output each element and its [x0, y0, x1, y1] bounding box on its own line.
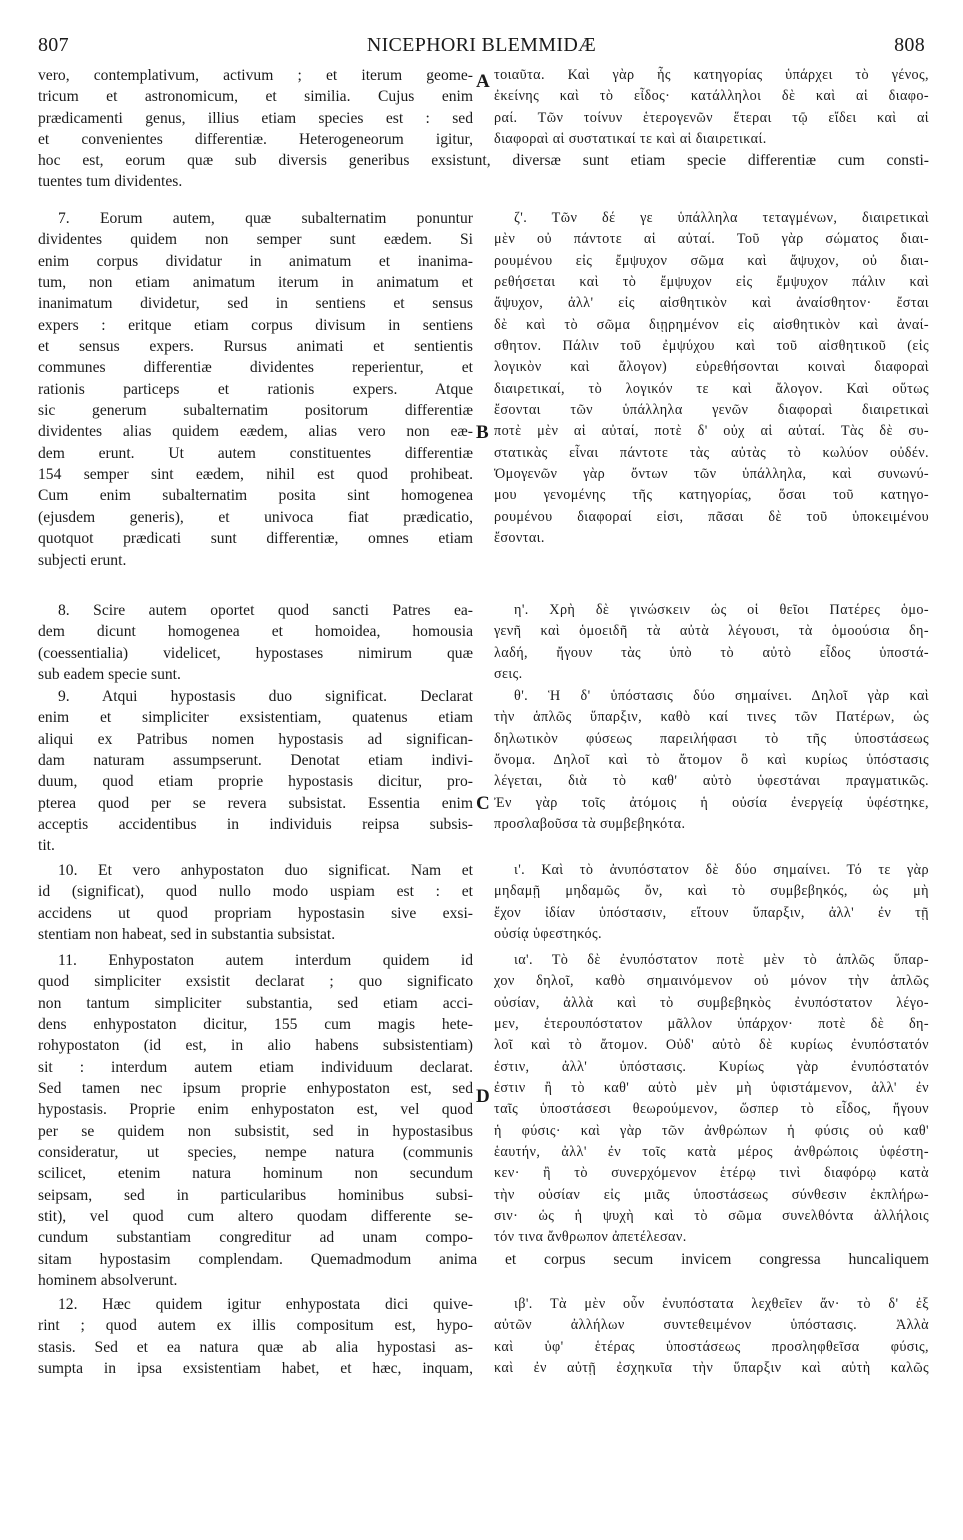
greek-block-8: [494, 600, 929, 685]
latin-line: 9. Atqui hypostasis duo significat. Declarat: [58, 688, 473, 705]
running-header: [38, 34, 925, 58]
latin-block-10: [38, 860, 473, 945]
greek-line: διαιρετικαί, τὸ λογικόν τε καὶ ἄλογον. Καὶ οὕτως: [494, 380, 929, 397]
greek-line: ἔσονται τῶν ὑπάλληλα γενῶν διαφοραὶ διαιρετικαὶ: [494, 402, 929, 419]
greek-line: τὴν οὐσίαν εἰς μιᾶς ὑποστάσεως σύνθεσιν ἐκπλήρω-: [494, 1186, 929, 1203]
greek-line: Ἐν γὰρ τοῖς ἀτόμοις ἡ οὐσία ἐνεργείᾳ ὑφέστηκε,: [494, 794, 929, 811]
greek-line: τὴν ἁπλῶς ὕπαρξιν, καθὸ καί τινες τῶν Πατέρων, ὡς: [494, 709, 929, 726]
greek-line: ποτὲ μὲν αἱ αὐταί, ποτὲ δ' οὐχ αἱ αὐταί. Τὰς δὲ συ-: [494, 423, 929, 440]
greek-line: διαφοραὶ αἱ συστατικαί τε καὶ αἱ διαιρετικαί.: [494, 131, 767, 148]
latin-line: subjecti erunt.: [38, 551, 127, 569]
greek-line: σθητον. Πάλιν τοῦ ἐμψύχου καὶ τοῦ αἰσθητικοῦ (εἰς: [494, 338, 929, 355]
greek-line: τόν τινα ἄνθρωπον ἀπετέλεσαν.: [494, 1229, 687, 1246]
latin-line: tit.: [38, 837, 55, 855]
latin-line: et sensus expers. Rursus animati et sentientis: [38, 338, 473, 356]
greek-line: ρεθήσεται καὶ τὸ ἔμψυχον εἰς ἔμψυχον πάλιν καὶ: [494, 274, 929, 291]
greek-line: μου γενομένης τῆς κατηγορίας, ὅσαι τοῦ κατηγο-: [494, 487, 929, 504]
greek-line: μεν, ἑτερουπόστατον μᾶλλον ὑπάρχον· ποτὲ δὲ δη-: [494, 1016, 929, 1033]
greek-line: αὐτῶν ἀλλήλων συντεθειμένον ὑπόστασις. Ἀλλὰ: [494, 1317, 929, 1334]
latin-line: consideratur, ut species, nempe natura (communis: [38, 1144, 473, 1162]
greek-line: Ὁμογενῶν γὰρ ὄντων τῶν ὑπάλληλα, καὶ συνωνύ-: [494, 466, 929, 483]
latin-line: et convenientes differentiæ. Heterogeneorum igitur,: [38, 131, 473, 149]
latin-line: prædicamenti genus, illius etiam species est : sed: [38, 109, 473, 127]
latin-line: rationis particeps et rationis expers. Atque: [38, 380, 473, 398]
latin-block-0: [38, 65, 473, 150]
latin-line: tuentes tum dividentes.: [38, 173, 183, 191]
latin-line: aliqui ex Patribus nomen hypostasis ad significan-: [38, 730, 473, 748]
greek-block-10: [494, 860, 929, 945]
latin-fullwidth-11: [38, 1249, 929, 1292]
greek-line: ρουμένου διαφοραί εἰσι, πᾶσαι δὲ τοῦ ὑποκειμένου: [494, 508, 929, 525]
greek-line: δηλωτικὸν φύσεως παρειλήφασι τὸ τῆς ὑποστάσεως: [494, 730, 929, 747]
latin-line: hypostasis. Proprie enim enhypostaton est, vel quod: [38, 1101, 473, 1119]
greek-block-11: [494, 950, 929, 1249]
latin-line: sumpta in ipsa exsistentiam habet, et hæc, inquam,: [38, 1360, 473, 1378]
latin-line: hominem absolverunt.: [38, 1272, 178, 1290]
latin-line: sitam hypostasim complendam. Quemadmodum anima et corpus secum invicem congressa huncaliquem: [38, 1251, 929, 1268]
greek-block-0: [494, 65, 929, 150]
latin-line: quotquot prædicati sunt differentiæ, omnes etiam: [38, 530, 473, 548]
greek-line: χον δηλοῖ, καθὸ σημαινόμενον οὐ μόνον τὴν ἁπλῶς: [494, 973, 929, 990]
latin-block-9: [38, 686, 473, 857]
greek-line: λέγεται, διὰ τὸ καθ' αὑτὸ ὑφεστάναι πραγματικῶς.: [494, 773, 929, 790]
latin-line: dens enhypostaton dicitur, 155 cum magis hete-: [38, 1016, 473, 1034]
greek-line: προσλαβοῦσα τὰ συμβεβηκότα.: [494, 816, 686, 833]
greek-line: ἄψυχον, ἀλλ' εἰς αἰσθητικὸν καὶ ἀναίσθητον· ἔσται: [494, 295, 929, 312]
latin-line: dem dicunt homogenea et homoidea, homousia: [38, 623, 473, 641]
latin-line: 8. Scire autem oportet quod sancti Patres ea-: [58, 602, 473, 619]
greek-line: ἐστιν ἢ τὸ καθ' αὑτὸ μὲν μὴ ὑφιστάμενον, ἀλλ' ἐν: [494, 1080, 929, 1097]
latin-line: 12. Hæc quidem igitur enhypostata dici quive-: [58, 1296, 473, 1313]
latin-line: inanimatum dividetur, sed in sentiens et sensus: [38, 295, 473, 313]
latin-line: scilicet, etenim natura hominum non secundum: [38, 1165, 473, 1183]
latin-line: communes differentiæ dividentes reperientur, et: [38, 359, 473, 377]
latin-line: per se quidem non subsistit, sed in hypostasibus: [38, 1122, 473, 1140]
greek-block-7: [494, 208, 929, 550]
greek-line: μηδαμῇ μηδαμῶς ὄν, καὶ τὸ συμβεβηκός, ὡς μὴ: [494, 883, 929, 900]
greek-line: ια'. Τὸ δὲ ἐνυπόστατον ποτὲ μὲν τὸ ἁπλῶς ὕπαρ-: [514, 952, 929, 968]
greek-line: καὶ ὑφ' ἑτέρας ὑποστάσεως προσληφθεῖσα φύσις,: [494, 1338, 929, 1355]
latin-line: vero, contemplativum, activum ; et iterum geome-: [38, 67, 473, 84]
latin-line: stit), vel quod cum altero quodam differente se-: [38, 1208, 473, 1226]
greek-line: ταῖς ὑποστάσεσι θεωρούμενον, ὥσπερ τὸ εἶδος, ἤγουν: [494, 1101, 929, 1118]
latin-line: enim corpus dividatur in animatum et inanima-: [38, 252, 473, 270]
latin-line: dividentes alias quidem eædem, alias vero non eæ-: [38, 423, 473, 441]
latin-block-7: [38, 208, 473, 571]
greek-line: ἐκείνης καὶ τὸ εἶδος· κατάλληλοι δὲ καὶ αἱ διαφο-: [494, 88, 929, 105]
latin-block-12: [38, 1294, 473, 1379]
right-page-number: 808: [894, 34, 925, 56]
greek-line: σιν· ὡς ἡ ψυχὴ καὶ τὸ σῶμα συνελθόντα ἀλλήλοις: [494, 1208, 929, 1225]
greek-line: ζ'. Τῶν δέ γε ὑπάλληλα τεταγμένων, διαιρετικαὶ: [514, 210, 929, 226]
latin-line: (coessentialia) videlicet, hypostases nimirum quæ: [38, 644, 473, 662]
latin-line: accidens ut quod propriam hypostasin sive exsi-: [38, 904, 473, 922]
greek-line: λοῖ καὶ τὸ ἄτομον. Οὐδ' αὐτὸ δὲ κυρίως ἐνυπόστατόν: [494, 1037, 929, 1054]
latin-line: stasis. Sed et ea natura quæ ab alia hypostasi as-: [38, 1338, 473, 1356]
greek-line: ιβ'. Τὰ μὲν οὖν ἐνυπόστατα λεχθεῖεν ἄν· τὸ δ' ἐξ: [514, 1296, 929, 1312]
latin-fullwidth-0: [38, 150, 929, 193]
latin-line: Sed tamen nec ipsum proprie enhypostaton est, sed: [38, 1080, 473, 1098]
greek-line: ἐστιν, ἀλλ' ὑπόστασις. Κυρίως γὰρ ἐνυπόστατόν: [494, 1058, 929, 1075]
latin-line: 10. Et vero anhypostaton duo significat. Nam et: [58, 862, 473, 879]
greek-line: κεν· ἢ τὸ συνερχόμενον ἑτέρῳ τινὶ διαφόρῳ κατὰ: [494, 1165, 929, 1182]
latin-line: id (significat), quod nullo modo uspiam est : et: [38, 883, 473, 901]
greek-line: ἑαυτήν, ἀλλ' ἐν τοῖς κατὰ μέρος ἀνθρώποις ὑφέστη-: [494, 1144, 929, 1161]
greek-line: τοιαῦτα. Καὶ γὰρ ἧς κατηγορίας ὑπάρχει τὸ γένος,: [494, 67, 929, 83]
greek-line: ὄνομα. Δηλοῖ καὶ τὸ ἄτομον ὃ καὶ κυρίως ὑπόστασις: [494, 752, 929, 769]
greek-line: λογικὸν καὶ ἄλογον) εὑρεθήσονται κοιναὶ διαφοραὶ: [494, 359, 929, 376]
greek-block-9: [494, 686, 929, 835]
latin-line: expers : eritque etiam corpus divisum in sentiens: [38, 316, 473, 334]
latin-line: sub eadem specie sunt.: [38, 666, 181, 684]
latin-line: sic generum subalternatim positorum differentiæ: [38, 402, 473, 420]
latin-line: tum, non etiam animatum iterum in animatum et: [38, 274, 473, 292]
latin-line: tricum et astronomicum, et similia. Cujus enim: [38, 88, 473, 106]
left-page-number: 807: [38, 34, 69, 56]
greek-line: οὐσίαν, ἀλλὰ καὶ τὸ συμβεβηκὸς ἐνυπόστατον λέγο-: [494, 994, 929, 1011]
margin-marker-a: A: [476, 71, 490, 92]
greek-line: δὲ καὶ τὸ σῶμα διῃρημένον εἰς αἰσθητικὸν καὶ ἀναί-: [494, 316, 929, 333]
greek-line: ι'. Καὶ τὸ ἀνυπόστατον δὲ δύο σημαίνει. Τό τε γὰρ: [514, 862, 929, 878]
latin-line: enim et simpliciter exsistentiam, quatenus etiam: [38, 709, 473, 727]
greek-line: ρουμένου εἰς ἔμψυχον σῶμα καὶ ἄψυχον, οὐ διαι-: [494, 252, 929, 269]
greek-line: οὐσίᾳ ὑφεστηκός.: [494, 926, 602, 943]
greek-line: θ'. Ἡ δ' ὑπόστασις δύο σημαίνει. Δηλοῖ γὰρ καὶ: [514, 688, 929, 704]
latin-line: seipsam, sed in particularibus hominibus subsi-: [38, 1186, 473, 1204]
greek-line: λαδή, ἤγουν τὰς ὑπὸ τὸ αὐτὸ εἶδος ὑποστά-: [494, 644, 929, 661]
latin-line: stentiam non habeat, sed in substantia subsistat.: [38, 926, 336, 944]
latin-line: sit : interdum autem etiam individuum declarat.: [38, 1058, 473, 1076]
latin-line: rohypostaton (id est, in alio habens subsistentiam): [38, 1037, 473, 1055]
greek-line: γενῆ καὶ ὁμοειδῆ τὰ αὐτὰ λέγουσι, τὰ ὁμοούσια δη-: [494, 623, 929, 640]
latin-line: quod simpliciter exsistit declarat ; quo significato: [38, 973, 473, 991]
latin-line: 154 semper sint eædem, nihil est quod prohibeat.: [38, 466, 473, 484]
greek-line: στατικὰς εἶναι πάντοτε τὰς αὐτὰς τὸ κωλύον οὐδέν.: [494, 444, 929, 461]
latin-line: 11. Enhypostaton autem interdum quidem id: [58, 952, 473, 969]
greek-line: ραί. Τῶν τοίνυν ἑτερογενῶν ἕτεραι τῷ εἴδει καὶ αἱ: [494, 109, 929, 126]
latin-line: acceptis accidentibus in individuis reipsa subsis-: [38, 816, 473, 834]
latin-line: rint ; quod autem ex illis compositum est, hypo-: [38, 1317, 473, 1335]
latin-line: hoc est, eorum quæ sub diversis generibus exsistunt, diversæ sunt etiam specie differentiæ cum consti-: [38, 152, 929, 169]
margin-marker-c: C: [476, 793, 490, 814]
greek-line: ἡ φύσις· καὶ γὰρ τῶν ἀνθρώπων ἡ φύσις οὐ καθ': [494, 1122, 929, 1139]
latin-line: 7. Eorum autem, quæ subalternatim ponuntur: [58, 210, 473, 227]
latin-block-8: [38, 600, 473, 685]
latin-line: Cum enim subalternatim posita sint homogenea: [38, 487, 473, 505]
latin-line: non tantum simpliciter substantia, sed etiam acci-: [38, 994, 473, 1012]
greek-line: ἔσονται.: [494, 530, 545, 547]
margin-marker-b: B: [476, 422, 489, 443]
latin-line: cundum substantiam congreditur ad unam compo-: [38, 1229, 473, 1247]
latin-line: pterea quod per se revera subsistat. Essentia enim: [38, 794, 473, 812]
running-title: NICEPHORI BLEMMIDÆ: [366, 34, 597, 56]
latin-block-11: [38, 950, 473, 1249]
greek-line: ἔχον ἰδίαν ὑπόστασιν, εἴτουν ὕπαρξιν, ἀλλ' ἐν τῇ: [494, 904, 929, 921]
margin-marker-d: D: [476, 1086, 490, 1107]
latin-line: duum, quod etiam proprie hypostasis dicitur, pro-: [38, 773, 473, 791]
greek-line: καὶ ἐν αὐτῇ ἐσχηκυῖα τὴν ὕπαρξιν καὶ αὐτὴ καλῶς: [494, 1360, 929, 1377]
greek-block-12: [494, 1294, 929, 1379]
latin-line: dam naturam assumpserunt. Denotat etiam indivi-: [38, 752, 473, 770]
latin-line: dividentes quidem non semper sunt eædem. Si: [38, 231, 473, 249]
latin-line: dem erunt. Ut autem constituentes differentiæ: [38, 444, 473, 462]
greek-line: σεις.: [494, 666, 523, 683]
greek-line: η'. Χρὴ δὲ γινώσκειν ὡς οἱ θεῖοι Πατέρες ὁμο-: [514, 602, 929, 618]
latin-line: (ejusdem generis), et univoca fiat prædicatio,: [38, 508, 473, 526]
greek-line: μὲν οὐ πάντοτε αἱ αὐταί. Τοῦ γὰρ σώματος διαι-: [494, 231, 929, 248]
